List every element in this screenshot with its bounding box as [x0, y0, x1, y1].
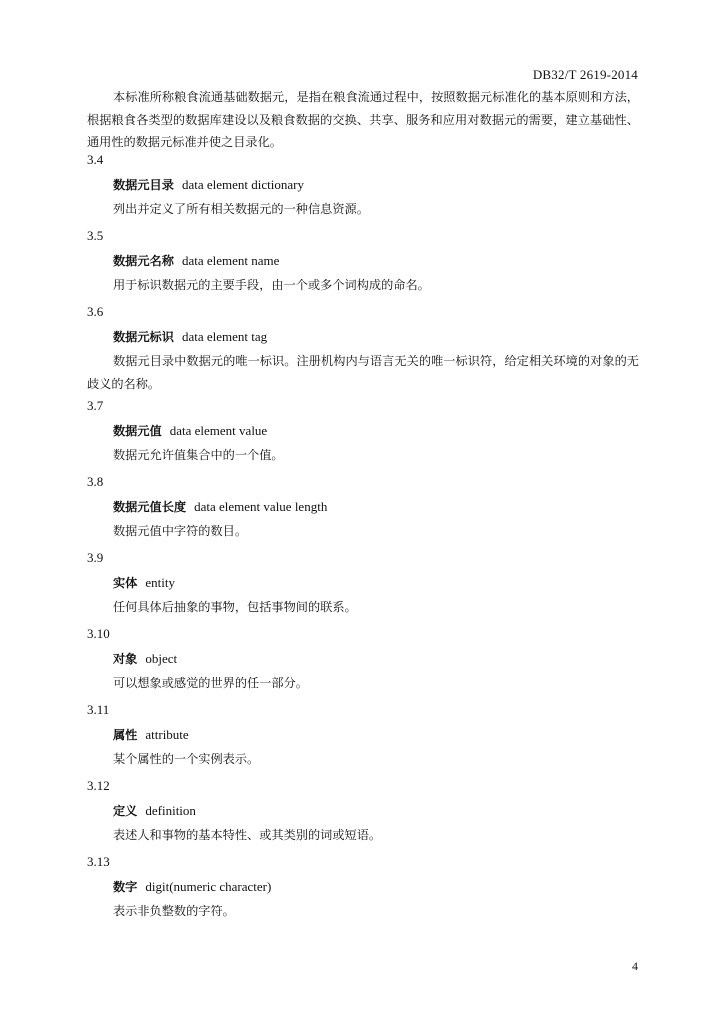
clause-definition: 数据元目录中数据元的唯一标识。注册机构内与语言无关的唯一标识符，给定相关环境的对象的无歧义的名称。: [87, 354, 639, 391]
clause-3-8: [0, 473, 724, 549]
clause-definition: 表示非负整数的字符。: [113, 904, 235, 918]
term-english: data element value length: [194, 499, 328, 514]
clause-3-13: [0, 853, 724, 929]
clause-number: 3.7: [87, 398, 104, 413]
clause-term: [113, 252, 279, 270]
term-english: data element value: [169, 423, 268, 438]
clause-definition: 表述人和事物的基本特性、或其类别的词或短语。: [113, 828, 382, 842]
clause-3-12: [0, 777, 724, 853]
intro-paragraph: 本标准所称粮食流通基础数据元，是指在粮食流通过程中，按照数据元标准化的基本原则和方法，根据粮食各类型的数据库建设以及粮食数据的交换、共享、服务和应用对数据元的需要，建立基础性、通用性的数据元标准并使之目录化。: [87, 90, 639, 149]
clause-3-7: [0, 397, 724, 473]
term-chinese: 数据元值长度: [113, 500, 187, 514]
clause-term: [113, 176, 304, 194]
clause-definition: 列出并定义了所有相关数据元的一种信息资源。: [113, 202, 369, 216]
clause-number: 3.5: [87, 228, 104, 243]
clause-definition: 可以想象或感觉的世界的任一部分。: [113, 676, 308, 690]
term-english: data element name: [181, 253, 280, 268]
clause-number: 3.6: [87, 304, 104, 319]
term-english: attribute: [145, 727, 189, 742]
clause-number: 3.12: [87, 778, 110, 793]
term-chinese: 数据元目录: [113, 178, 174, 192]
term-chinese: 数字: [113, 880, 138, 894]
clause-3-9: [0, 549, 724, 625]
clause-term: [113, 574, 175, 592]
clause-term: [113, 726, 189, 744]
clause-number: 3.11: [87, 702, 110, 717]
clause-number: 3.4: [87, 152, 104, 167]
standard-code: DB32/T 2619-2014: [532, 67, 638, 82]
term-english: definition: [145, 803, 196, 818]
term-chinese: 数据元值: [113, 424, 162, 438]
term-chinese: 实体: [113, 576, 138, 590]
clause-3-5: [0, 227, 724, 303]
clause-term: [113, 422, 267, 440]
clause-term: [113, 328, 267, 346]
page-number: 4: [632, 959, 638, 973]
clause-3-6: [0, 303, 724, 391]
clause-number: 3.8: [87, 474, 104, 489]
term-english: object: [145, 651, 178, 666]
clause-number: 3.10: [87, 626, 110, 641]
clause-3-4: [0, 151, 724, 227]
clause-definition: 任何具体后抽象的事物，包括事物间的联系。: [113, 600, 357, 614]
term-chinese: 对象: [113, 652, 138, 666]
term-chinese: 数据元标识: [113, 330, 174, 344]
clause-term: [113, 650, 177, 668]
clause-definition: 用于标识数据元的主要手段，由一个或多个词构成的命名。: [113, 278, 430, 292]
clause-3-11: [0, 701, 724, 777]
clause-number: 3.9: [87, 550, 104, 565]
term-english: digit(numeric character): [145, 879, 272, 894]
clause-number: 3.13: [87, 854, 110, 869]
clause-3-10: [0, 625, 724, 701]
term-english: entity: [145, 575, 175, 590]
clause-term: [113, 498, 327, 516]
term-chinese: 属性: [113, 728, 138, 742]
term-chinese: 数据元名称: [113, 254, 174, 268]
term-chinese: 定义: [113, 804, 138, 818]
clause-term: [113, 878, 271, 896]
clause-definition: 数据元值中字符的数目。: [113, 524, 248, 538]
clause-term: [113, 802, 196, 820]
clause-definition: 数据元允许值集合中的一个值。: [113, 448, 284, 462]
term-english: data element dictionary: [181, 177, 304, 192]
term-english: data element tag: [181, 329, 268, 344]
clause-definition: 某个属性的一个实例表示。: [113, 752, 260, 766]
